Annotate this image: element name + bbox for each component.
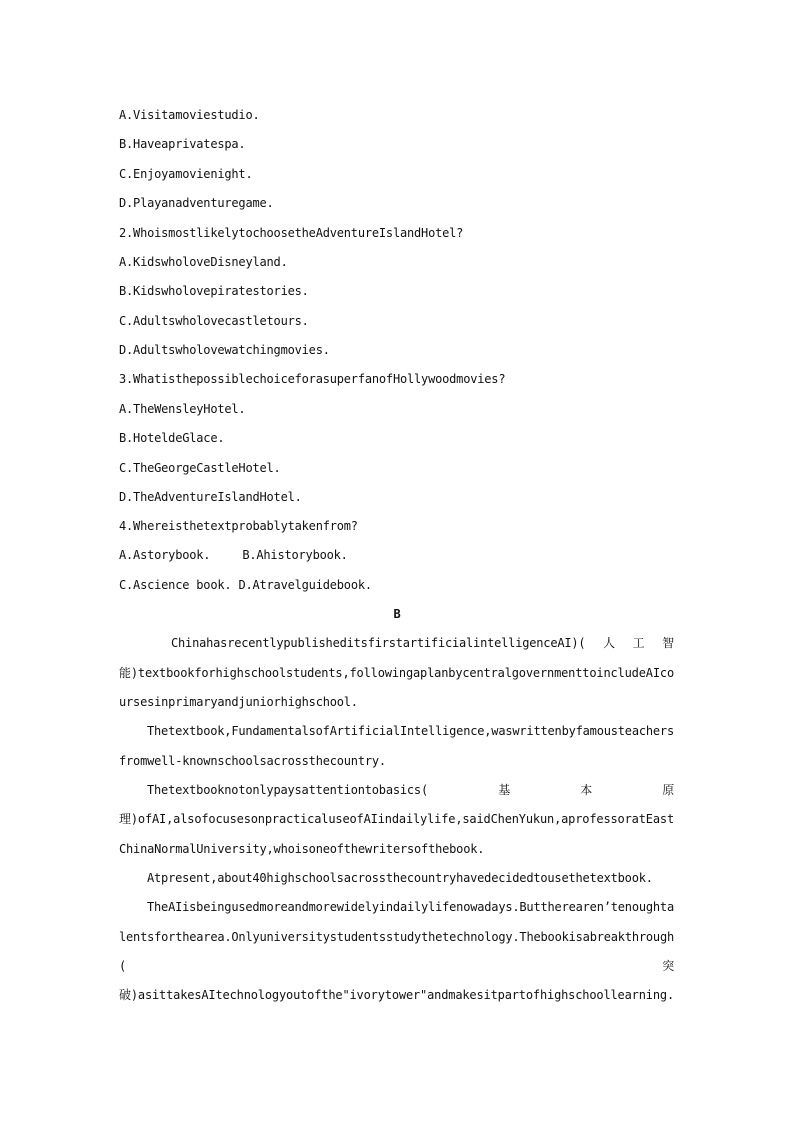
paragraph-1-char-2: 工 (632, 636, 645, 650)
paragraph-3-char-2: 本 (580, 783, 592, 797)
paragraph-5-open-paren: ( (119, 959, 127, 973)
q3-option-a: A.TheWensleyHotel. (119, 402, 246, 416)
q3-option-d: D.TheAdventureIslandHotel. (119, 490, 302, 504)
q2-option-d: D.Adultswholovewatchingmovies. (119, 343, 330, 357)
q2-option-a: A.KidswholoveDisneyland. (119, 255, 288, 269)
q2-question: 2.WhoismostlikelytochoosetheAdventureIslandHotel? (119, 226, 464, 240)
q3-option-c: C.TheGeorgeCastleHotel. (119, 461, 281, 475)
section-heading: B (393, 607, 401, 621)
paragraph-3-line-2: 理)ofAI,alsofocusesonpracticaluseofAIindailylife,saidChenYukun,aprofessoratEast (119, 812, 674, 826)
q1-option-b: B.Haveaprivatespa. (119, 137, 246, 151)
paragraph-2-line-2: fromwell-knownschoolsacrossthecountry. (119, 754, 386, 768)
paragraph-5-line-3 (119, 958, 674, 974)
q4-question: 4.Whereisthetextprobablytakenfrom? (119, 519, 358, 533)
paragraph-1-line-3: ursesinprimaryandjuniorhighschool. (119, 695, 358, 709)
paragraph-5-line-2: lentsforthearea.Onlyuniversitystudentsstudythetechnology.Thebookisabreakthrough (119, 930, 674, 944)
q4-options-row-1 (119, 547, 348, 563)
paragraph-3-line-1 (119, 782, 674, 798)
q4-options-row-2 (119, 577, 372, 593)
q4-option-c: C.Ascience book. (119, 578, 232, 592)
q1-option-a: A.Visitamoviestudio. (119, 108, 260, 122)
paragraph-4-line-1: Atpresent,about40highschoolsacrossthecountryhavedecidedtousethetextbook. (147, 871, 653, 885)
paragraph-5-line-1: TheAIisbeingusedmoreandmorewidelyindailylifenowadays.Buttherearen’tenoughta (147, 900, 674, 914)
paragraph-5-line-4: 破)asittakesAItechnologyoutofthe"ivorytower"andmakesitpartofhighschoollearning. (119, 988, 674, 1002)
paragraph-1-char-1: 人 (603, 636, 615, 650)
q4-option-b: B.Ahistorybook. (242, 548, 348, 562)
paragraph-3-char-3: 原 (662, 783, 674, 797)
paragraph-5-char: 突 (662, 959, 674, 973)
paragraph-2-line-1: Thetextbook,FundamentalsofArtificialIntelligence,waswrittenbyfamousteachers (147, 724, 674, 738)
paragraph-1-line-1 (119, 635, 674, 651)
paragraph-3-char-1: 基 (498, 783, 510, 797)
paragraph-1-line-2: 能)textbookforhighschoolstudents,followingaplanbycentralgovernmenttoincludeAIco (119, 666, 674, 680)
paragraph-3-line-1-text: Thetextbooknotonlypaysattentiontobasics( (147, 783, 428, 797)
q1-option-d: D.Playanadventuregame. (119, 196, 274, 210)
paragraph-1-char-3: 智 (662, 636, 674, 650)
paragraph-1-line-1-text: ChinahasrecentlypublisheditsfirstartificialintelligenceAI)( (171, 636, 586, 650)
q4-option-a: A.Astorybook. (119, 548, 211, 562)
q3-question: 3.WhatisthepossiblechoiceforasuperfanofHollywoodmovies? (119, 372, 506, 386)
q2-option-c: C.Adultswholovecastletours. (119, 314, 309, 328)
q4-option-d: D.Atravelguidebook. (238, 578, 372, 592)
q2-option-b: B.Kidswholovepiratestories. (119, 284, 309, 298)
q1-option-c: C.Enjoyamovienight. (119, 167, 253, 181)
q3-option-b: B.HoteldeGlace. (119, 431, 225, 445)
paragraph-3-line-3: ChinaNormalUniversity,whoisoneofthewritersofthebook. (119, 842, 485, 856)
